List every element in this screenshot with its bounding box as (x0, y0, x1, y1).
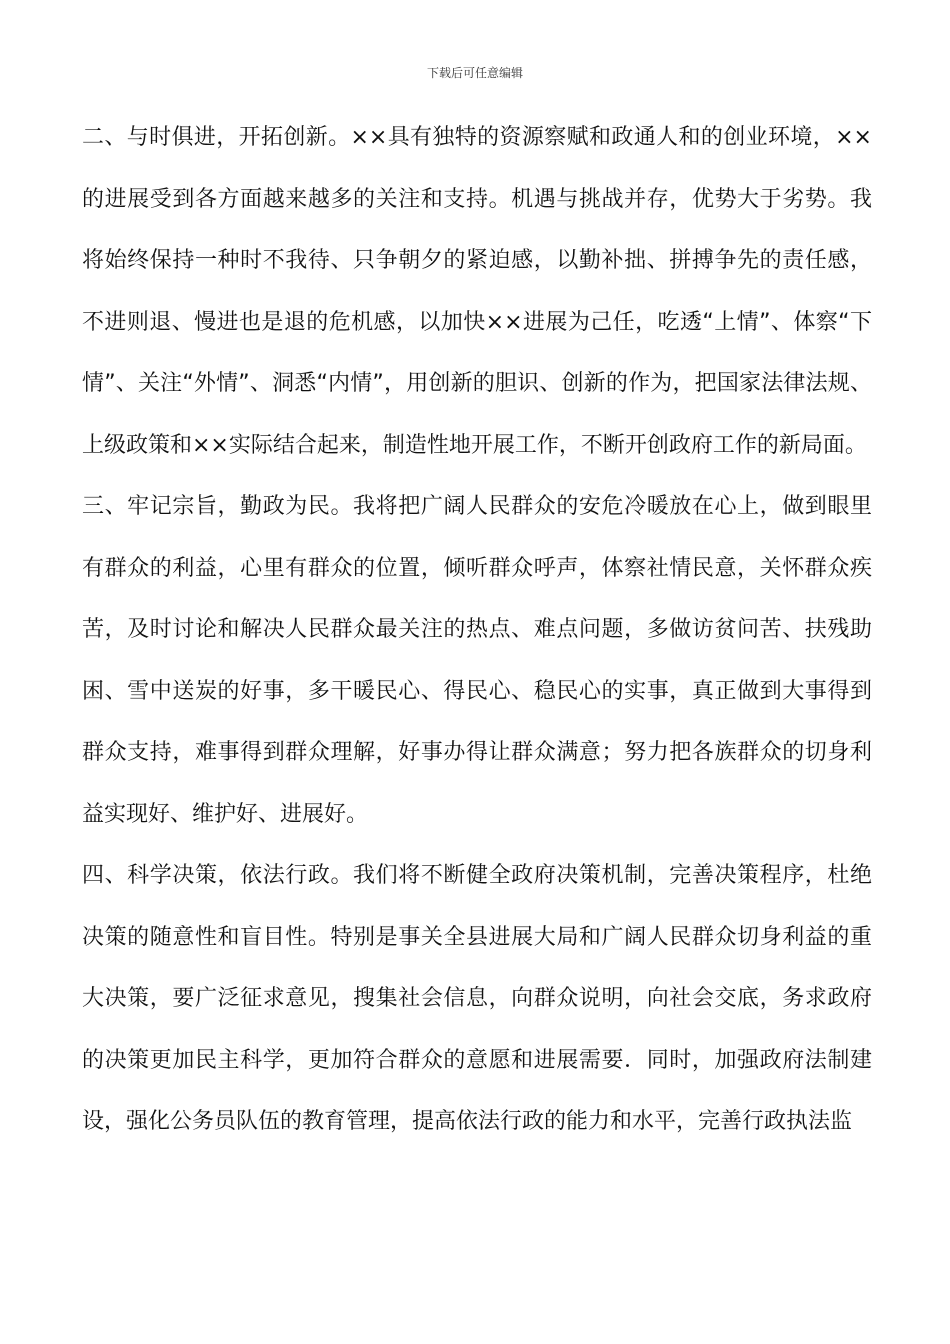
paragraph-serve-the-people: 三、牢记宗旨，勤政为民。我将把广阔人民群众的安危冷暖放在心上，做到眼里有群众的利益，心里有群众的位置，倾听群众呼声，体察社情民意，关怀群众疾苦，及时讨论和解决人民群众最关注的热点、难点问题，多做访贫问苦、扶残助困、雪中送炭的好事，多干暖民心、得民心、稳民心的实事，真正做到大事得到群众支持，难事得到群众理解，好事办得让群众满意；努力把各族群众的切身利益实现好、维护好、进展好。 (82, 494, 872, 827)
document-body (82, 107, 872, 1153)
page-header-note: 下载后可任意编辑 (426, 66, 523, 80)
paragraph-lawful-administration: 四、科学决策，依法行政。我们将不断健全政府决策机制，完善决策程序，杜绝决策的随意性和盲目性。特别是事关全县进展大局和广阔人民群众切身利益的重大决策，要广泛征求意见，搜集社会信息，向群众说明，向社会交底，务求政府的决策更加民主科学，更加符合群众的意愿和进展需要．同时，加强政府法制建设，强化公务员队伍的教育管理，提高依法行政的能力和水平，完善行政执法监 (82, 863, 872, 1134)
paragraph-advance-with-times: 二、与时俱进，开拓创新。××具有独特的资源察赋和政通人和的创业环境，××的进展受到各方面越来越多的关注和支持。机遇与挑战并存，优势大于劣势。我将始终保持一种时不我待、只争朝夕的紧迫感，以勤补拙、拼搏争先的责任感，不进则退、慢进也是退的危机感，以加快××进展为己任，吃透“上情”、体察“下情”、关注“外情”、洞悉“内情”，用创新的胆识、创新的作为，把国家法律法规、上级政策和××实际结合起来，制造性地开展工作，不断开创政府工作的新局面。 (82, 125, 872, 458)
